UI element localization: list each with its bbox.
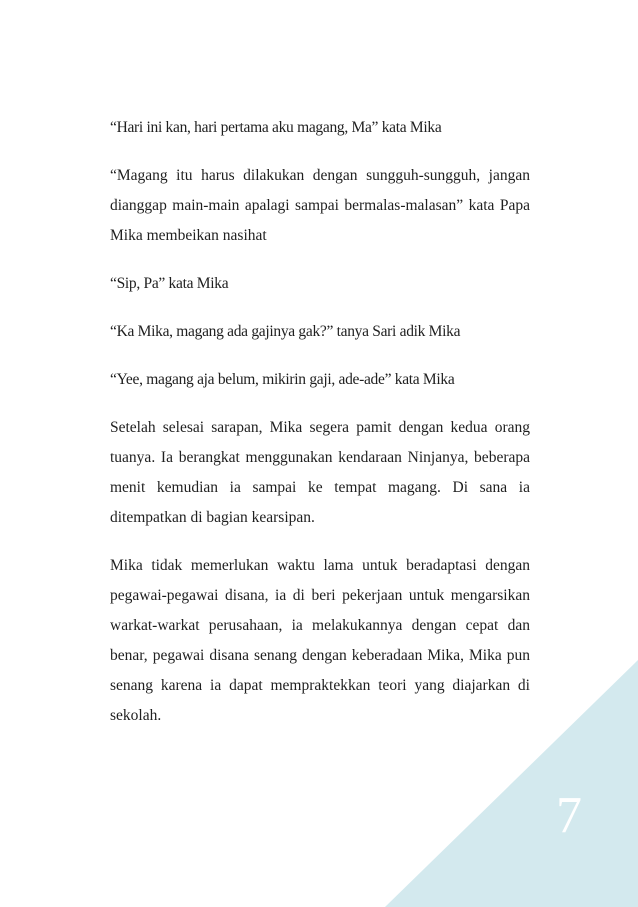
paragraph: “Magang itu harus dilakukan dengan sungguh-sungguh, jangan dianggap main-main apalagi sampai bermalas-malasan” kata Papa Mika membeikan nasihat (110, 167, 530, 244)
paragraph: Setelah selesai sarapan, Mika segera pamit dengan kedua orang tuanya. Ia berangkat menggunakan kendaraan Ninjanya, beberapa menit kemudian ia sampai ke tempat magang. Di sana ia ditempatkan di bagian kearsipan. (110, 419, 530, 526)
page-number: 7 (556, 787, 582, 844)
story-text (110, 113, 530, 749)
paragraph: Mika tidak memerlukan waktu lama untuk beradaptasi dengan pegawai-pegawai disana, ia di beri pekerjaan untuk mengarsikan warkat-warkat perusahaan, ia melakukannya dengan cepat dan benar, pegawai disana senang dengan keberadaan Mika, Mika pun senang karena ia dapat mempraktekkan teori yang diajarkan di sekolah. (110, 557, 530, 724)
paragraph: “Ka Mika, magang ada gajinya gak?” tanya Sari adik Mika (110, 323, 461, 340)
paragraph: “Yee, magang aja belum, mikirin gaji, ade-ade” kata Mika (110, 371, 455, 388)
paragraph: “Sip, Pa” kata Mika (110, 275, 229, 292)
paragraph: “Hari ini kan, hari pertama aku magang, Ma” kata Mika (110, 119, 442, 136)
